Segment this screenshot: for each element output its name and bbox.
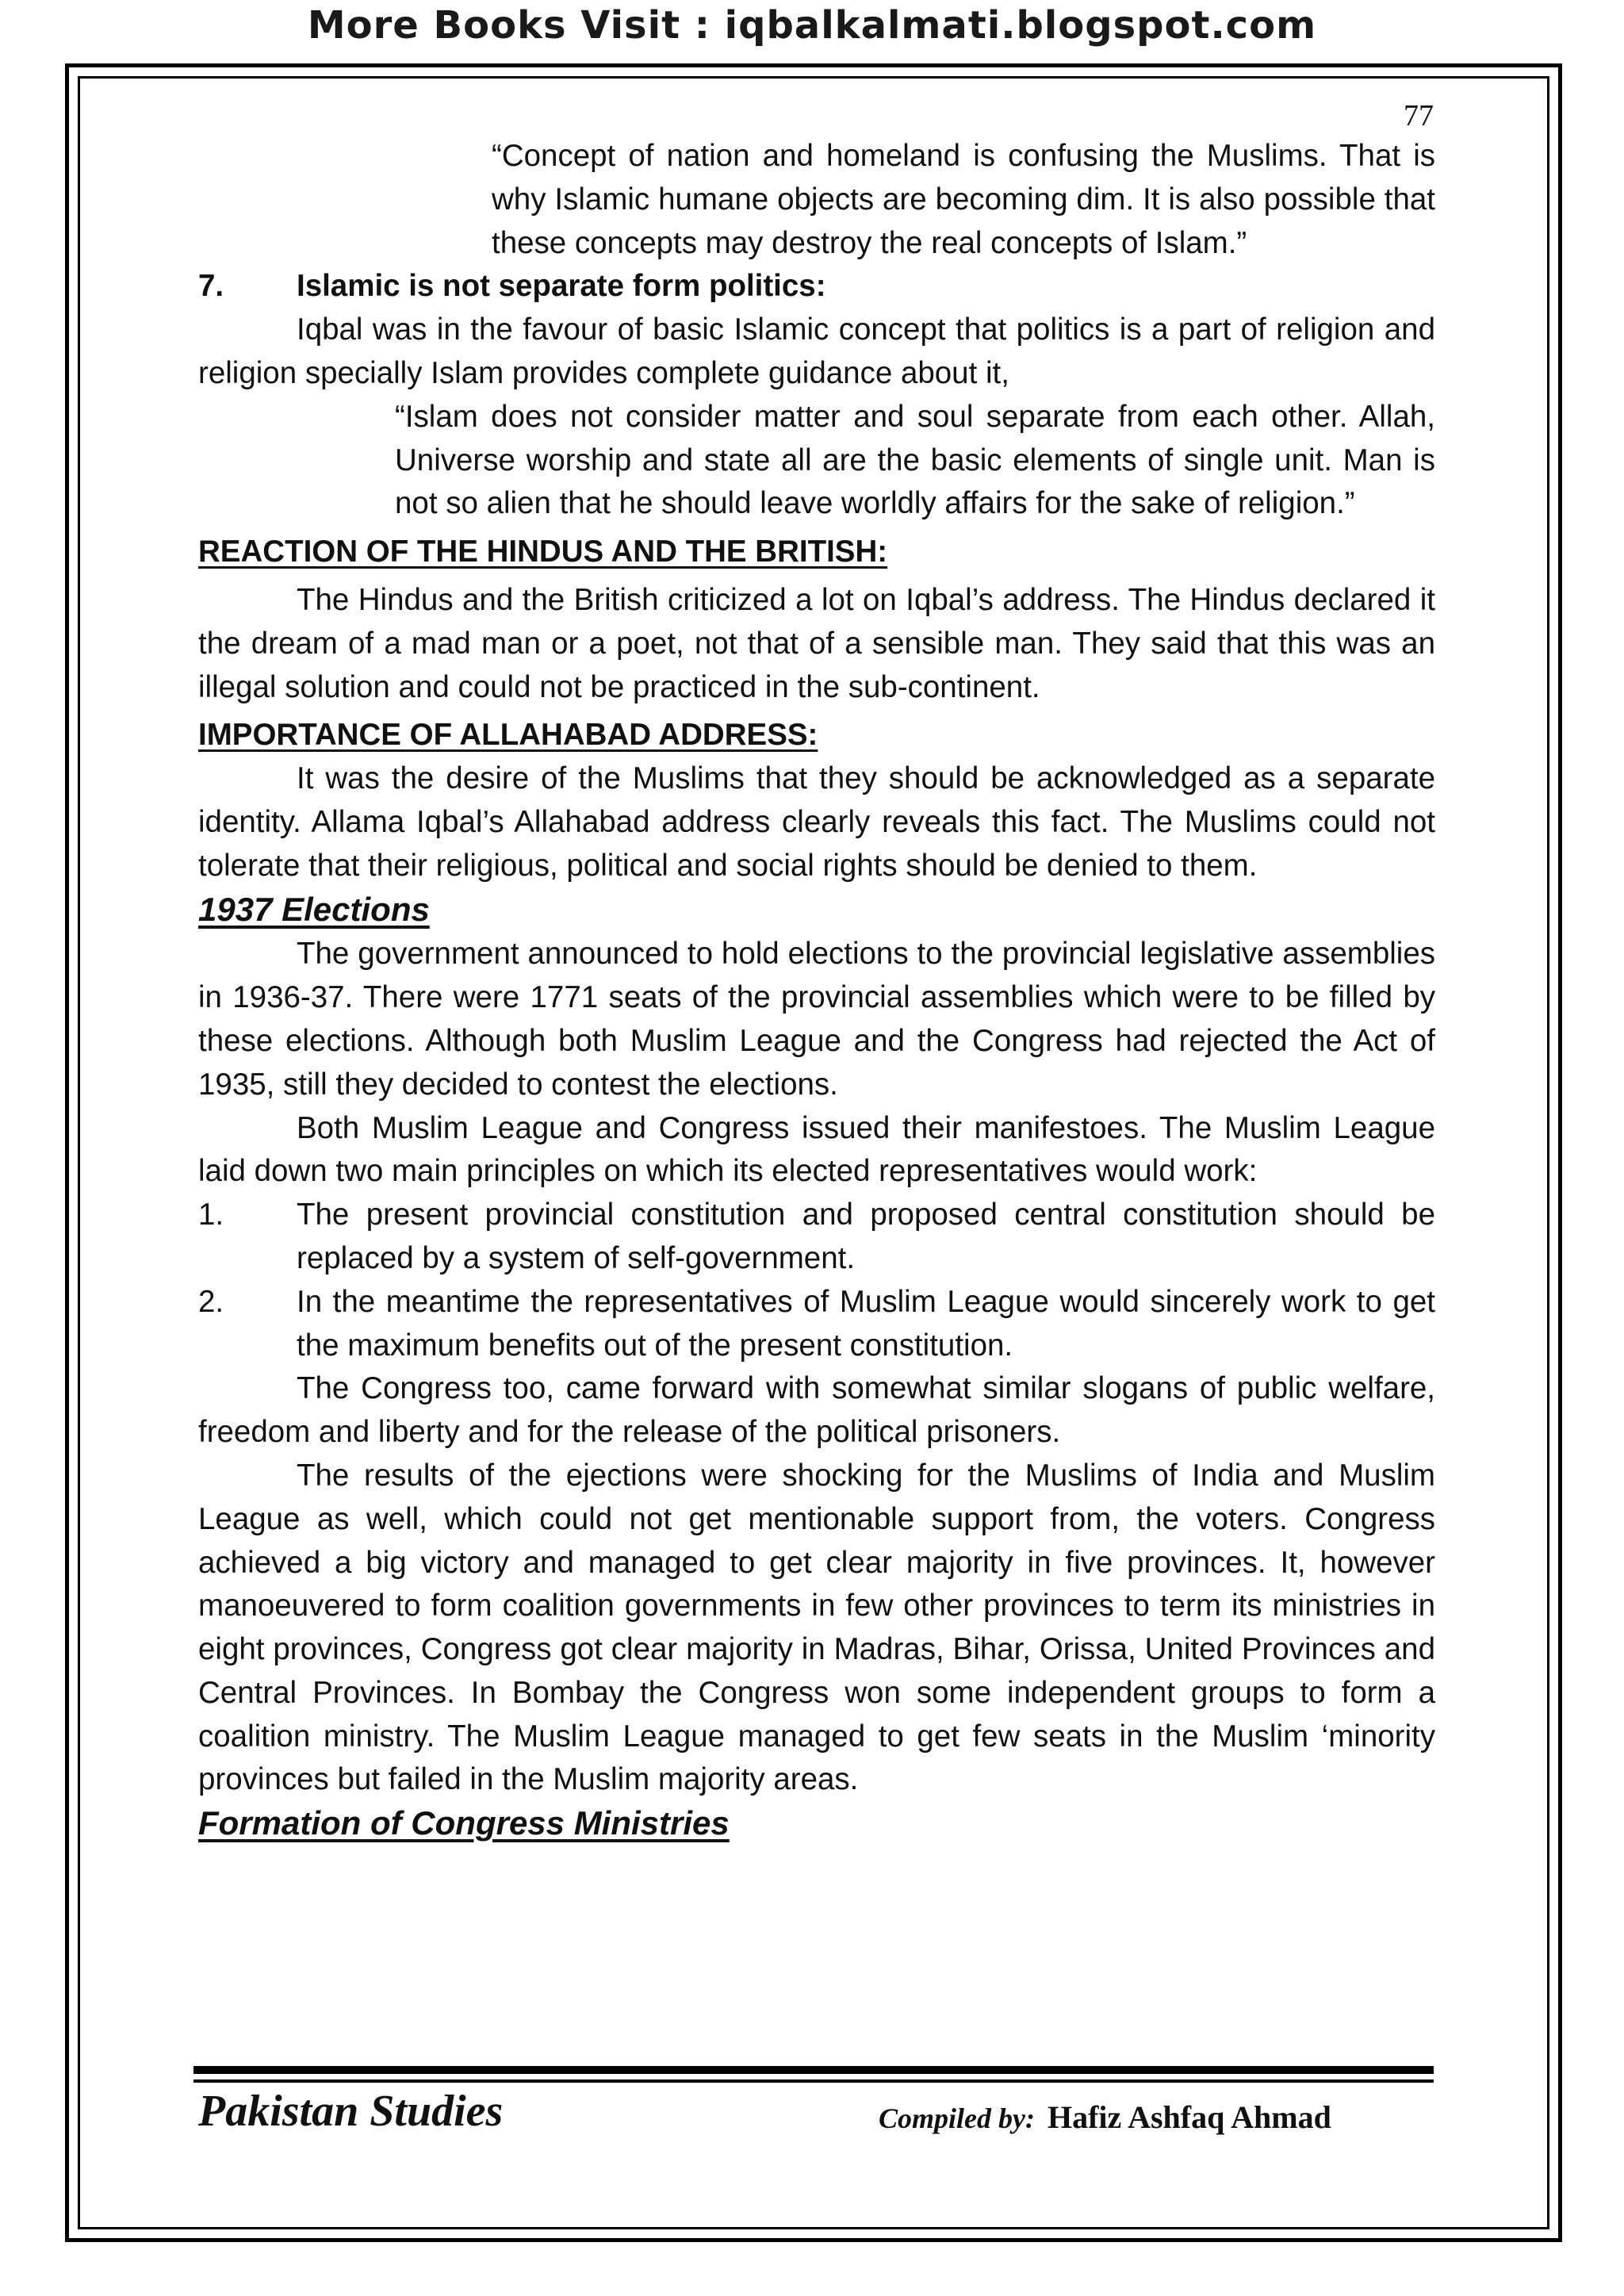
- elections-heading-text: 1937 Elections: [198, 890, 430, 928]
- list-item: [198, 1281, 1435, 1368]
- footer-book-title: Pakistan Studies: [198, 2087, 504, 2136]
- elections-para-1: The government announced to hold elections to the provincial legislative assemblies in 1936-37. There were 1771 seats of the provincial assemblies which were to be filled by these elections. Although both Muslim League and the Congress had rejected the Act of 1935, still they decided to contest the elections.: [198, 937, 1435, 1102]
- elections-para-2: Both Muslim League and Congress issued their manifestoes. The Muslim League laid down two main principles on which its elected representatives would work:: [198, 1110, 1435, 1189]
- footer-divider-thin: [193, 2079, 1434, 2083]
- page-number: 77: [1404, 99, 1434, 132]
- list-item-number: 1.: [198, 1198, 224, 1232]
- list-item-text: In the meantime the representatives of Muslim League would sincerely work to get the maximum benefits out of the present constitution.: [297, 1284, 1435, 1363]
- elections-para-4: The results of the ejections were shocking for the Muslims of India and Muslim League as well, which could not get mentionable support from, the voters. Congress achieved a big victory and managed to get clear majority in five provinces. It, however manoeuvered to form coalition governments in few other provinces to term its ministries in eight provinces, Congress got clear majority in Madras, Bihar, Orissa, United Provinces and Central Provinces. In Bombay the Congress won some independent groups to form a coalition ministry. The Muslim League managed to get few seats in the Muslim ‘minority provinces but failed in the Muslim majority areas.: [198, 1458, 1435, 1797]
- reaction-heading-text: REACTION OF THE HINDUS AND THE BRITISH:: [198, 535, 888, 569]
- footer-compiled-by: Compiled by:: [879, 2102, 1035, 2134]
- list-item-text: The present provincial constitution and proposed central constitution should be replaced by a system of self-government.: [297, 1198, 1435, 1275]
- list-item: [198, 1194, 1435, 1281]
- reaction-text: The Hindus and the British criticized a lot on Iqbal’s address. The Hindus declared it the dream of a mad man or a poet, not that of a sensible man. They said that this was an illegal solution and could not be practiced in the sub-continent.: [198, 582, 1435, 704]
- quote-nation-homeland: “Concept of nation and homeland is confusing the Muslims. That is why Islamic humane objects are becoming dim. It is also possible that these concepts may destroy the real concepts of Islam.”: [492, 139, 1435, 260]
- importance-heading: [198, 714, 1435, 757]
- point-7-text: Iqbal was in the favour of basic Islamic concept that politics is a part of religion and religion specially Islam provides complete guidance about it,: [198, 312, 1435, 390]
- elections-para-3: The Congress too, came forward with somewhat similar slogans of public welfare, freedom and liberty and for the release of the political prisoners.: [198, 1371, 1435, 1450]
- site-banner: More Books Visit : iqbalkalmati.blogspot.com: [307, 3, 1317, 48]
- importance-heading-text: IMPORTANCE OF ALLAHABAD ADDRESS:: [198, 718, 818, 753]
- elections-heading: [198, 888, 1435, 933]
- list-item-number: 2.: [198, 1284, 224, 1319]
- next-heading: [198, 1802, 1435, 1847]
- page-content: [198, 135, 1435, 1847]
- importance-text: It was the desire of the Muslims that they should be acknowledged as a separate identity. Allama Iqbal’s Allahabad address clearly reveals this fact. The Muslims could not tolerate that their religious, political and social rights should be denied to them.: [198, 761, 1435, 883]
- next-heading-text: Formation of Congress Ministries: [198, 1804, 730, 1842]
- footer-credit: [879, 2099, 1331, 2136]
- reaction-heading: [198, 531, 1435, 574]
- footer-author: Hafiz Ashfaq Ahmad: [1047, 2099, 1331, 2135]
- footer-divider-thick: [193, 2066, 1434, 2074]
- point-7-heading: [198, 265, 1435, 309]
- point-7-title: Islamic is not separate form politics:: [297, 269, 826, 304]
- point-7-number: 7.: [198, 269, 224, 304]
- quote-islam-politics: “Islam does not consider matter and soul separate from each other. Allah, Universe worship and state all are the basic elements of single unit. Man is not so alien that he should leave worldly affairs for the sake of religion.”: [395, 399, 1435, 521]
